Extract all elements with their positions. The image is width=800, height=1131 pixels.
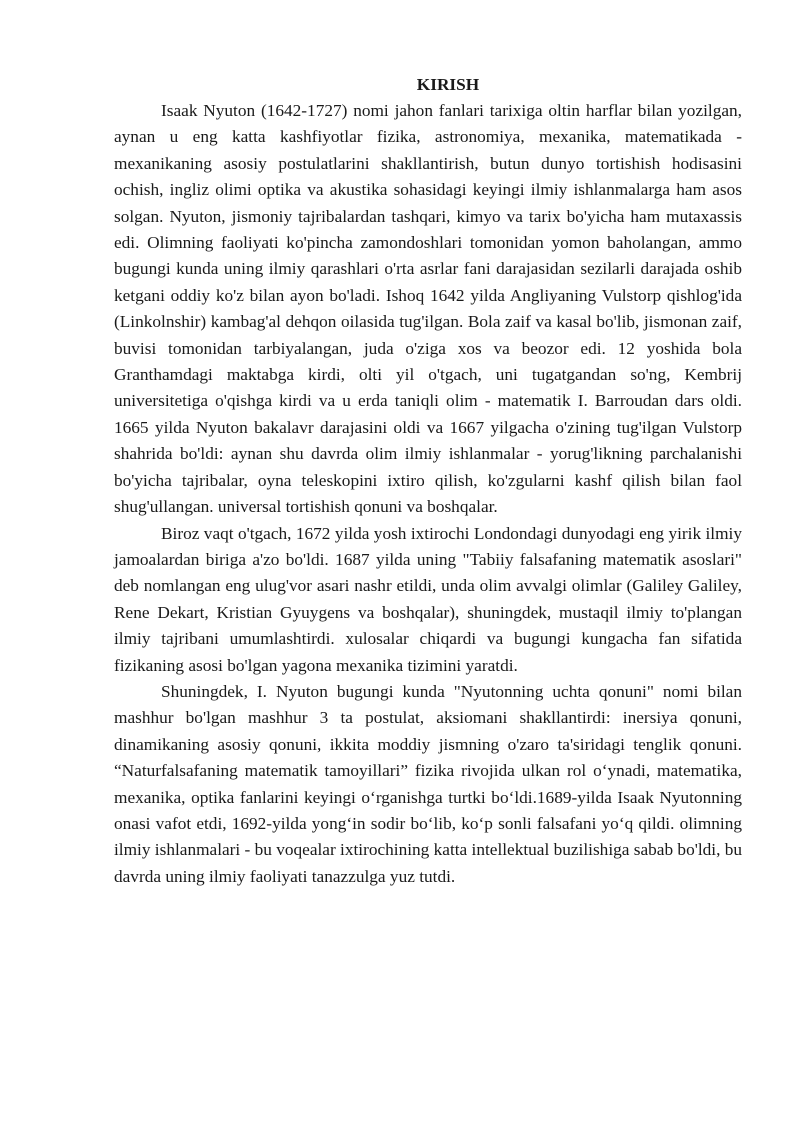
paragraph-3: Shuningdek, I. Nyuton bugungi kunda "Nyutonning uchta qonuni" nomi bilan mashhur bo'lgan mashhur 3 ta postulat, aksiomani shakllantirdi: inersiya qonuni, dinamikaning asosiy qonuni, ikkita moddiy jismning o'zaro ta'siridagi tenglik qonuni. “Naturfalsafaning matematik tamoyillari” fizika rivojida ulkan rol oʻynadi, matematika, mexanika, optika fanlarini keyingi oʻrganishga turtki boʻldi.1689-yilda Isaak Nyutonning onasi vafot etdi, 1692-yilda yongʻin sodir boʻlib, koʻp sonli falsafani yoʻq qildi. olimning ilmiy ishlanmalari - bu voqealar ixtirochining katta intellektual buzilishiga sabab bo'ldi, bu davrda uning ilmiy faoliyati tanazzulga yuz tutdi. [114, 681, 742, 886]
paragraph-1: Isaak Nyuton (1642-1727) nomi jahon fanlari tarixiga oltin harflar bilan yozilgan, aynan u eng katta kashfiyotlar fizika, astronomiya, mexanika, matematikada - mexanikaning asosiy postulatlarini shakllantirish, butun dunyo tortishish hodisasini ochish, ingliz olimi optika va akustika sohasidagi keyingi ilmiy ishlanmalarga ham asos solgan. Nyuton, jismoniy tajribalardan tashqari, kimyo va tarix bo'yicha ham mutaxassis edi. Olimning faoliyati ko'pincha zamondoshlari tomonidan yomon baholangan, ammo bugungi kunda uning ilmiy qarashlari o'rta asrlar fani darajasidan sezilarli darajada oshib ketgani oddiy ko'z bilan ayon bo'ladi. Ishoq 1642 yilda Angliyaning Vulstorp qishlog'ida (Linkolnshir) kambag'al dehqon oilasida tug'ilgan. Bola zaif va kasal bo'lib, jismonan zaif, buvisi tomonidan tarbiyalangan, juda o'ziga xos va beozor edi. 12 yoshida bola Granthamdagi maktabga kirdi, olti yil o'tgach, uni tugatgandan so'ng, Kembrij universitetiga o'qishga kirdi va u erda taniqli olim - matematik I. Barroudan dars oldi. 1665 yilda Nyuton bakalavr darajasini oldi va 1667 yilgacha o'zining tug'ilgan Vulstorp shahrida bo'ldi: aynan shu davrda olim ilmiy ishlanmalar - yorug'likning parchalanishi bo'yicha tajribalar, oyna teleskopini ixtiro qilish, ko'zgularni kashf qilish bilan faol shug'ullangan. universal tortishish qonuni va boshqalar. [114, 101, 742, 517]
document-page [114, 72, 742, 890]
paragraph-2: Biroz vaqt o'tgach, 1672 yilda yosh ixtirochi Londondagi dunyodagi eng yirik ilmiy jamoalardan biriga a'zo bo'ldi. 1687 yilda uning "Tabiiy falsafaning matematik asoslari" deb nomlangan eng ulug'vor asari nashr etildi, unda olim avvalgi olimlar (Galiley Galiley, Rene Dekart, Kristian Gyuygens va boshqalar), shuningdek, mustaqil ilmiy to'plangan ilmiy tajribani umumlashtirdi. xulosalar chiqardi va bugungi kungacha fan sifatida fizikaning asosi bo'lgan yagona mexanika tizimini yaratdi. [114, 523, 742, 675]
document-title: KIRISH [416, 75, 480, 94]
